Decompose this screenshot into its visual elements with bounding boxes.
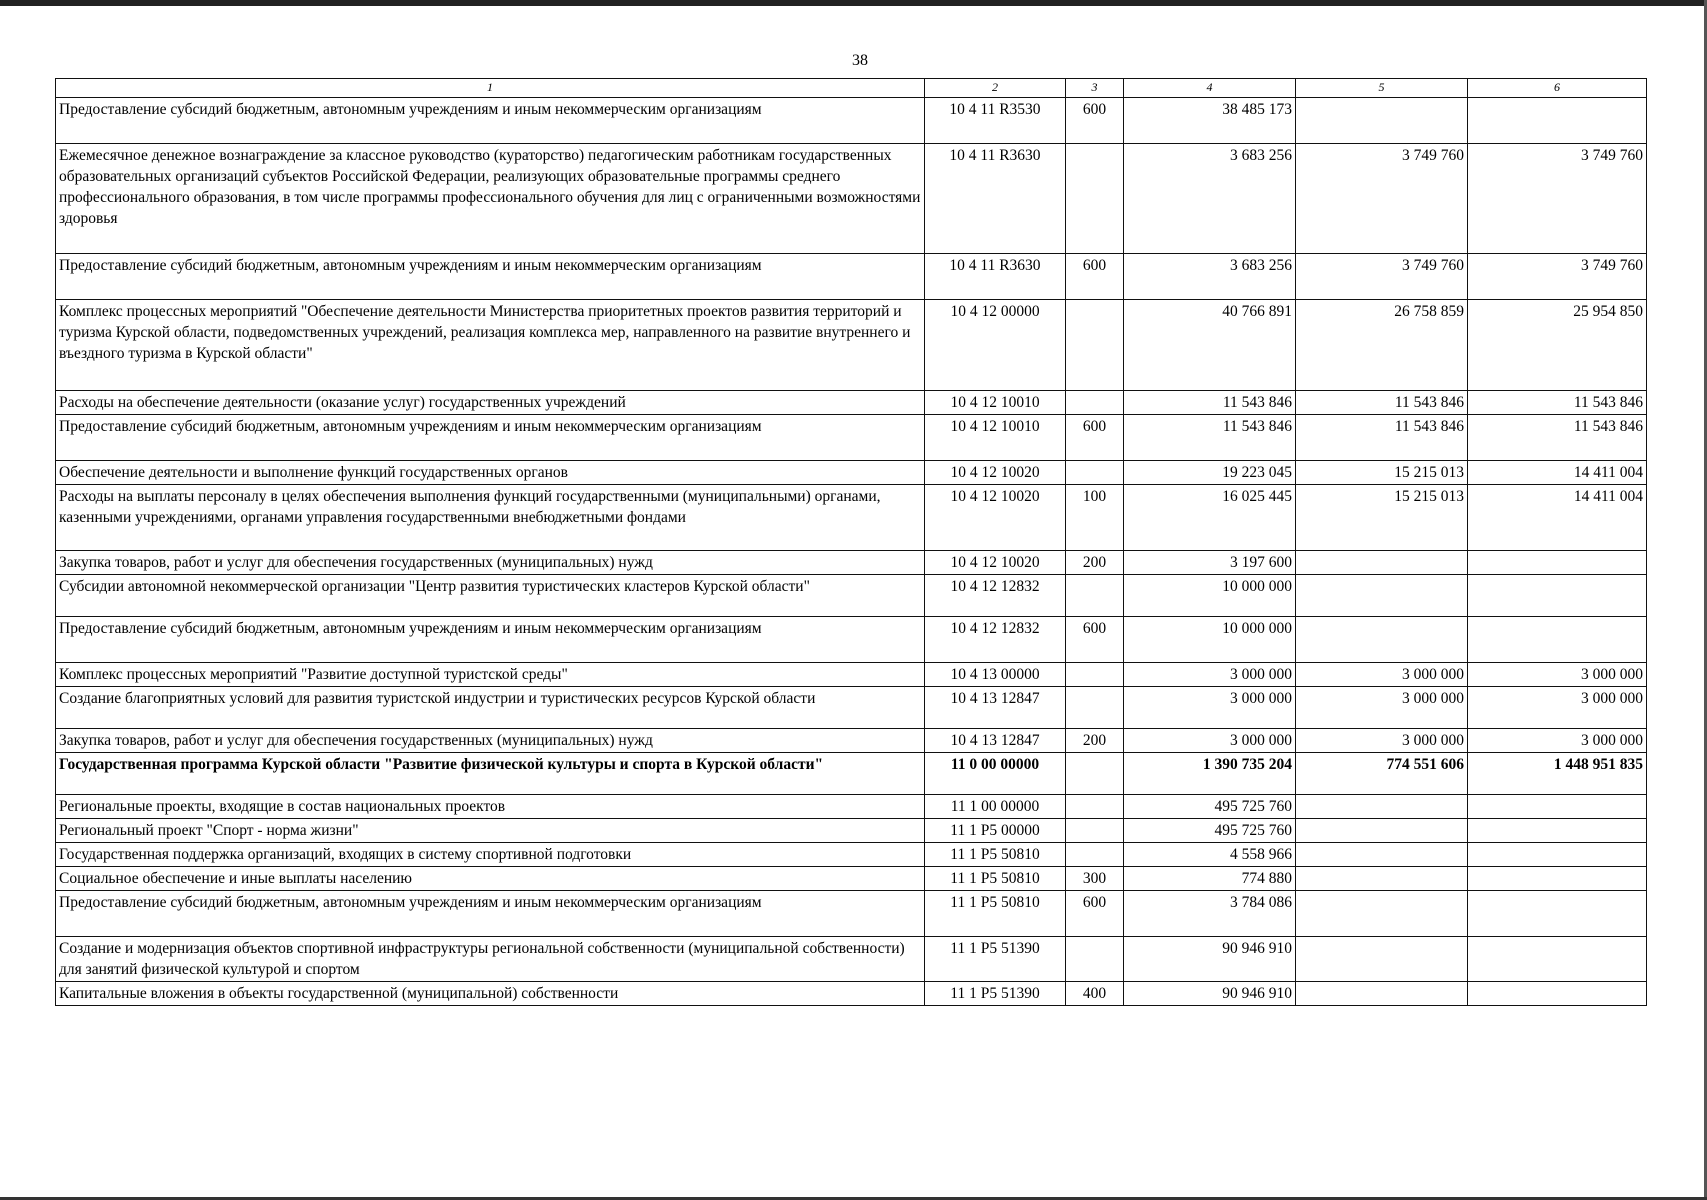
row-vr-cell <box>1066 687 1124 729</box>
row-code-cell: 10 4 12 12832 <box>925 575 1066 617</box>
col-header-4: 4 <box>1124 79 1296 98</box>
row-amount-2-cell: 3 000 000 <box>1296 687 1468 729</box>
row-amount-1-cell: 3 683 256 <box>1124 254 1296 300</box>
row-name-cell: Субсидии автономной некоммерческой организации "Центр развития туристических кластеров Курской области" <box>56 575 925 617</box>
row-code-cell: 11 1 P5 00000 <box>925 819 1066 843</box>
row-amount-2-cell: 15 215 013 <box>1296 485 1468 551</box>
row-code-cell: 11 0 00 00000 <box>925 753 1066 795</box>
row-amount-1-cell: 3 000 000 <box>1124 729 1296 753</box>
row-amount-2-cell: 3 749 760 <box>1296 254 1468 300</box>
row-name-cell: Государственная программа Курской области "Развитие физической культуры и спорта в Курской области" <box>56 753 925 795</box>
row-code-cell: 10 4 12 10020 <box>925 461 1066 485</box>
row-amount-2-cell: 3 749 760 <box>1296 144 1468 254</box>
row-vr-cell <box>1066 795 1124 819</box>
row-amount-2-cell <box>1296 617 1468 663</box>
table-row <box>56 98 1647 144</box>
table-row <box>56 551 1647 575</box>
row-amount-1-cell: 11 543 846 <box>1124 391 1296 415</box>
row-vr-cell: 400 <box>1066 982 1124 1006</box>
row-amount-2-cell: 11 543 846 <box>1296 415 1468 461</box>
row-vr-cell <box>1066 575 1124 617</box>
row-amount-3-cell: 3 749 760 <box>1468 144 1647 254</box>
row-name-cell: Расходы на выплаты персоналу в целях обеспечения выполнения функций государственными (муниципальными) органами, казенными учреждениями, органами управления государственными внебюджетными фондами <box>56 485 925 551</box>
table-row <box>56 687 1647 729</box>
table-body <box>56 98 1647 1006</box>
row-code-cell: 10 4 13 12847 <box>925 687 1066 729</box>
row-name-cell: Предоставление субсидий бюджетным, автономным учреждениям и иным некоммерческим организациям <box>56 415 925 461</box>
row-code-cell: 10 4 12 00000 <box>925 300 1066 391</box>
row-name-cell: Ежемесячное денежное вознаграждение за классное руководство (кураторство) педагогическим работникам государственных образовательных организаций субъектов Российской Федерации, реализующих образовательные программы среднего профессионального образования, в том числе программы профессионального обучения для лиц с ограниченными возможностями здоровья <box>56 144 925 254</box>
row-code-cell: 10 4 12 10010 <box>925 415 1066 461</box>
row-amount-3-cell <box>1468 98 1647 144</box>
row-amount-3-cell: 3 000 000 <box>1468 687 1647 729</box>
row-code-cell: 10 4 12 10010 <box>925 391 1066 415</box>
row-code-cell: 10 4 11 R3630 <box>925 254 1066 300</box>
row-name-cell: Региональные проекты, входящие в состав национальных проектов <box>56 795 925 819</box>
table-row <box>56 461 1647 485</box>
row-amount-2-cell <box>1296 867 1468 891</box>
row-amount-1-cell: 3 683 256 <box>1124 144 1296 254</box>
row-amount-3-cell: 3 000 000 <box>1468 729 1647 753</box>
row-vr-cell <box>1066 300 1124 391</box>
row-amount-1-cell: 40 766 891 <box>1124 300 1296 391</box>
row-code-cell: 10 4 11 R3630 <box>925 144 1066 254</box>
table-row <box>56 937 1647 982</box>
table-row <box>56 144 1647 254</box>
row-amount-3-cell: 11 543 846 <box>1468 415 1647 461</box>
table-row <box>56 729 1647 753</box>
table-row <box>56 575 1647 617</box>
row-amount-3-cell <box>1468 867 1647 891</box>
row-amount-3-cell: 3 749 760 <box>1468 254 1647 300</box>
row-name-cell: Предоставление субсидий бюджетным, автономным учреждениям и иным некоммерческим организациям <box>56 98 925 144</box>
row-amount-3-cell: 14 411 004 <box>1468 485 1647 551</box>
row-amount-3-cell <box>1468 982 1647 1006</box>
row-name-cell: Закупка товаров, работ и услуг для обеспечения государственных (муниципальных) нужд <box>56 729 925 753</box>
table-row <box>56 617 1647 663</box>
row-amount-1-cell: 774 880 <box>1124 867 1296 891</box>
col-header-2: 2 <box>925 79 1066 98</box>
row-amount-3-cell <box>1468 795 1647 819</box>
row-amount-1-cell: 3 197 600 <box>1124 551 1296 575</box>
row-amount-2-cell: 3 000 000 <box>1296 663 1468 687</box>
col-header-1: 1 <box>56 79 925 98</box>
row-code-cell: 10 4 12 10020 <box>925 551 1066 575</box>
row-amount-2-cell: 15 215 013 <box>1296 461 1468 485</box>
row-amount-2-cell: 774 551 606 <box>1296 753 1468 795</box>
row-code-cell: 10 4 13 12847 <box>925 729 1066 753</box>
table-row <box>56 415 1647 461</box>
row-name-cell: Капитальные вложения в объекты государственной (муниципальной) собственности <box>56 982 925 1006</box>
row-code-cell: 10 4 11 R3530 <box>925 98 1066 144</box>
table-row <box>56 891 1647 937</box>
row-amount-2-cell <box>1296 982 1468 1006</box>
table-row <box>56 819 1647 843</box>
row-code-cell: 11 1 P5 51390 <box>925 937 1066 982</box>
row-vr-cell: 300 <box>1066 867 1124 891</box>
row-name-cell: Комплекс процессных мероприятий "Обеспечение деятельности Министерства приоритетных проектов развития территорий и туризма Курской области, подведомственных учреждений, реализация комплекса мер, направленного на развитие внутреннего и въездного туризма в Курской области" <box>56 300 925 391</box>
row-amount-1-cell: 4 558 966 <box>1124 843 1296 867</box>
row-name-cell: Государственная поддержка организаций, входящих в систему спортивной подготовки <box>56 843 925 867</box>
row-amount-2-cell: 26 758 859 <box>1296 300 1468 391</box>
row-amount-3-cell <box>1468 575 1647 617</box>
row-amount-3-cell: 25 954 850 <box>1468 300 1647 391</box>
row-amount-2-cell <box>1296 795 1468 819</box>
row-amount-1-cell: 495 725 760 <box>1124 819 1296 843</box>
row-code-cell: 10 4 12 10020 <box>925 485 1066 551</box>
scan-edge-top <box>0 0 1707 6</box>
row-amount-3-cell <box>1468 937 1647 982</box>
table-row <box>56 795 1647 819</box>
table-row <box>56 391 1647 415</box>
row-name-cell: Расходы на обеспечение деятельности (оказание услуг) государственных учреждений <box>56 391 925 415</box>
table-row <box>56 300 1647 391</box>
row-code-cell: 11 1 P5 50810 <box>925 867 1066 891</box>
row-amount-1-cell: 3 784 086 <box>1124 891 1296 937</box>
row-amount-1-cell: 495 725 760 <box>1124 795 1296 819</box>
row-amount-3-cell: 11 543 846 <box>1468 391 1647 415</box>
row-amount-3-cell <box>1468 551 1647 575</box>
row-amount-1-cell: 1 390 735 204 <box>1124 753 1296 795</box>
row-code-cell: 10 4 12 12832 <box>925 617 1066 663</box>
col-header-6: 6 <box>1468 79 1647 98</box>
row-amount-3-cell <box>1468 617 1647 663</box>
row-vr-cell: 600 <box>1066 415 1124 461</box>
row-amount-1-cell: 3 000 000 <box>1124 663 1296 687</box>
row-vr-cell <box>1066 391 1124 415</box>
row-amount-1-cell: 10 000 000 <box>1124 617 1296 663</box>
row-amount-3-cell: 1 448 951 835 <box>1468 753 1647 795</box>
row-vr-cell: 200 <box>1066 729 1124 753</box>
table-row <box>56 485 1647 551</box>
row-vr-cell <box>1066 843 1124 867</box>
row-vr-cell <box>1066 819 1124 843</box>
row-amount-2-cell <box>1296 843 1468 867</box>
table-row <box>56 663 1647 687</box>
row-amount-1-cell: 90 946 910 <box>1124 937 1296 982</box>
table-row <box>56 753 1647 795</box>
row-amount-1-cell: 16 025 445 <box>1124 485 1296 551</box>
row-vr-cell: 600 <box>1066 98 1124 144</box>
page-number: 38 <box>852 52 868 69</box>
row-amount-2-cell <box>1296 551 1468 575</box>
row-name-cell: Предоставление субсидий бюджетным, автономным учреждениям и иным некоммерческим организациям <box>56 617 925 663</box>
row-vr-cell <box>1066 461 1124 485</box>
row-name-cell: Региональный проект "Спорт - норма жизни" <box>56 819 925 843</box>
row-vr-cell <box>1066 144 1124 254</box>
row-name-cell: Предоставление субсидий бюджетным, автономным учреждениям и иным некоммерческим организациям <box>56 254 925 300</box>
row-vr-cell: 200 <box>1066 551 1124 575</box>
row-amount-3-cell <box>1468 819 1647 843</box>
table-row <box>56 982 1647 1006</box>
row-amount-3-cell <box>1468 891 1647 937</box>
row-amount-1-cell: 19 223 045 <box>1124 461 1296 485</box>
row-vr-cell <box>1066 937 1124 982</box>
table-row <box>56 867 1647 891</box>
row-amount-3-cell: 14 411 004 <box>1468 461 1647 485</box>
row-name-cell: Обеспечение деятельности и выполнение функций государственных органов <box>56 461 925 485</box>
row-vr-cell <box>1066 663 1124 687</box>
budget-table <box>55 78 1647 1006</box>
col-header-3: 3 <box>1066 79 1124 98</box>
row-amount-1-cell: 11 543 846 <box>1124 415 1296 461</box>
row-vr-cell: 600 <box>1066 891 1124 937</box>
row-amount-1-cell: 90 946 910 <box>1124 982 1296 1006</box>
row-vr-cell <box>1066 753 1124 795</box>
row-amount-3-cell <box>1468 843 1647 867</box>
row-amount-2-cell <box>1296 575 1468 617</box>
col-header-5: 5 <box>1296 79 1468 98</box>
row-amount-2-cell <box>1296 819 1468 843</box>
row-code-cell: 11 1 00 00000 <box>925 795 1066 819</box>
row-vr-cell: 100 <box>1066 485 1124 551</box>
row-amount-2-cell: 3 000 000 <box>1296 729 1468 753</box>
row-code-cell: 11 1 P5 50810 <box>925 891 1066 937</box>
row-vr-cell: 600 <box>1066 254 1124 300</box>
row-code-cell: 10 4 13 00000 <box>925 663 1066 687</box>
row-amount-3-cell: 3 000 000 <box>1468 663 1647 687</box>
table-row <box>56 843 1647 867</box>
row-name-cell: Предоставление субсидий бюджетным, автономным учреждениям и иным некоммерческим организациям <box>56 891 925 937</box>
row-name-cell: Создание благоприятных условий для развития туристской индустрии и туристических ресурсов Курской области <box>56 687 925 729</box>
row-vr-cell: 600 <box>1066 617 1124 663</box>
table-row <box>56 254 1647 300</box>
row-code-cell: 11 1 P5 50810 <box>925 843 1066 867</box>
row-amount-2-cell <box>1296 891 1468 937</box>
row-amount-2-cell: 11 543 846 <box>1296 391 1468 415</box>
row-amount-1-cell: 38 485 173 <box>1124 98 1296 144</box>
row-amount-2-cell <box>1296 98 1468 144</box>
row-amount-2-cell <box>1296 937 1468 982</box>
row-amount-1-cell: 3 000 000 <box>1124 687 1296 729</box>
row-name-cell: Комплекс процессных мероприятий "Развитие доступной туристской среды" <box>56 663 925 687</box>
row-name-cell: Социальное обеспечение и иные выплаты населению <box>56 867 925 891</box>
header-row <box>56 79 1647 98</box>
row-name-cell: Закупка товаров, работ и услуг для обеспечения государственных (муниципальных) нужд <box>56 551 925 575</box>
row-name-cell: Создание и модернизация объектов спортивной инфраструктуры региональной собственности (муниципальной собственности) для занятий физической культурой и спортом <box>56 937 925 982</box>
row-amount-1-cell: 10 000 000 <box>1124 575 1296 617</box>
row-code-cell: 11 1 P5 51390 <box>925 982 1066 1006</box>
